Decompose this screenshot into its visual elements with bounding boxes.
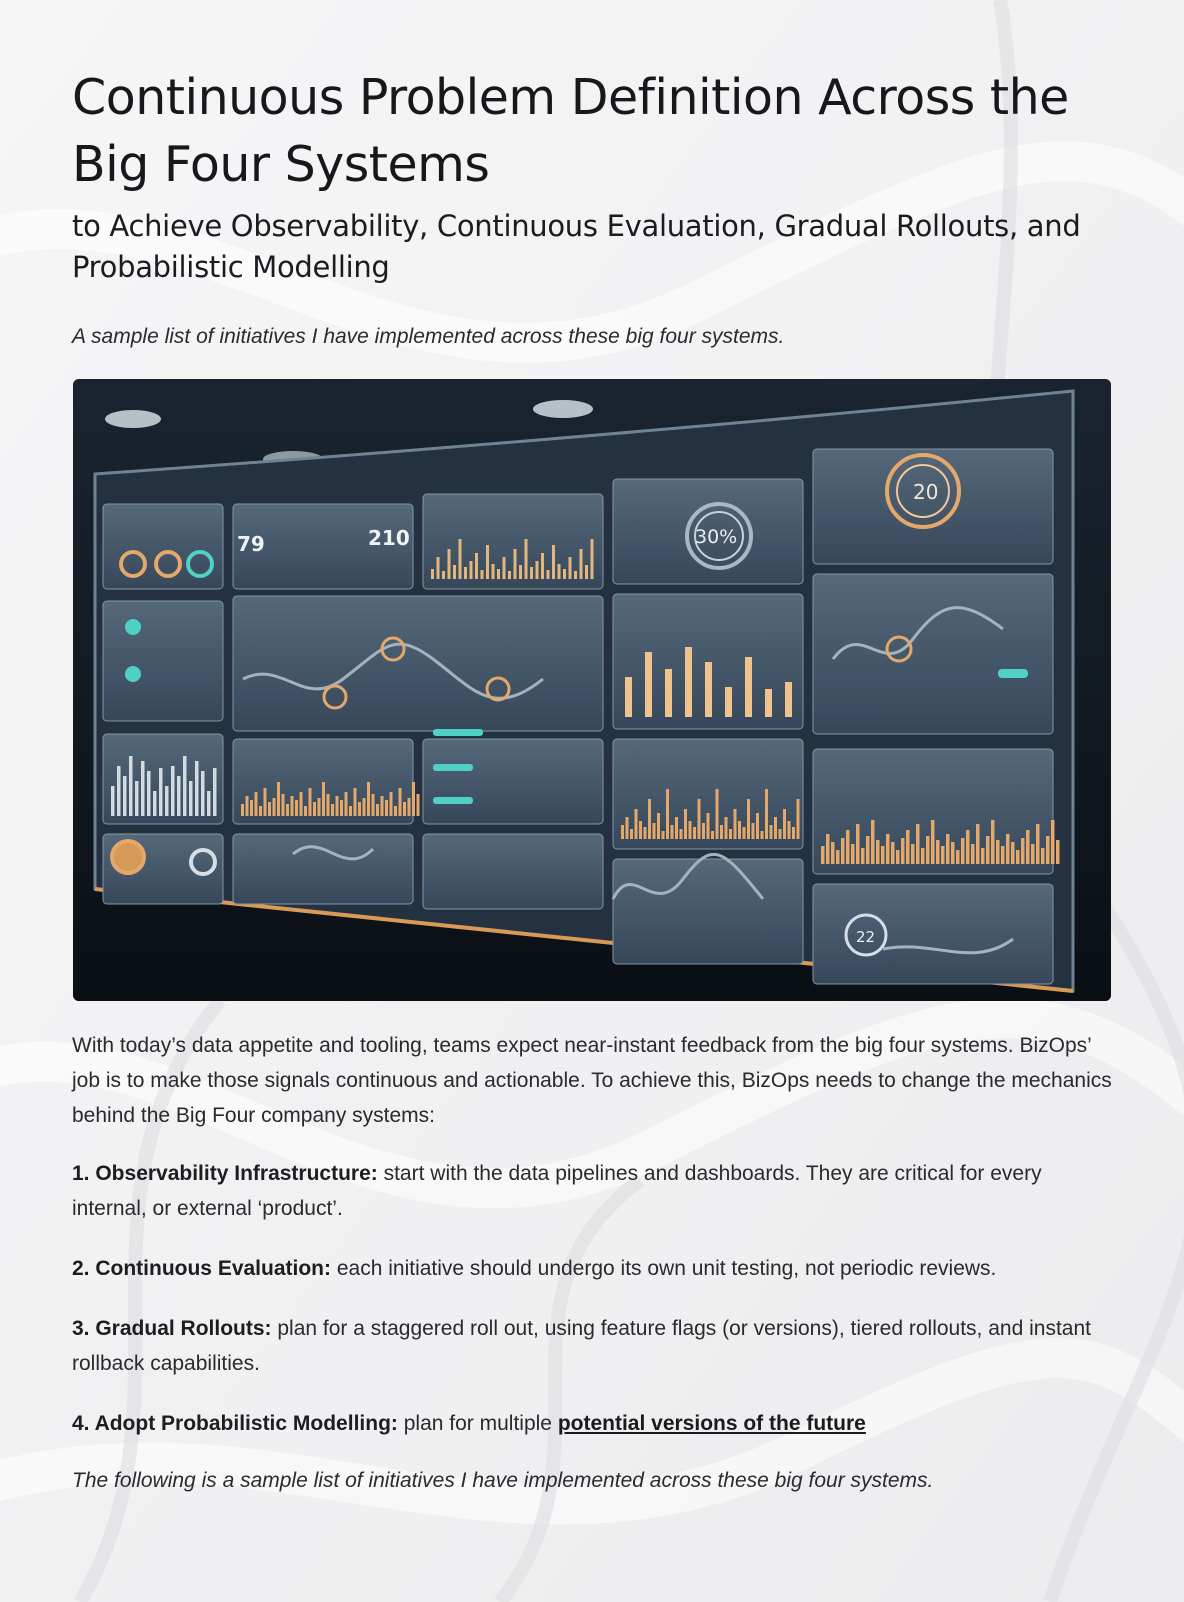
decorative-bar [639,821,642,839]
decorative-bar [951,842,955,864]
decorative-bar [716,789,719,839]
dashboard-panel [613,859,803,964]
decorative-bar [991,820,995,864]
decorative-bar [129,756,133,816]
decorative-bar [558,564,561,579]
list-item [72,1406,1112,1441]
decorative-bar [1031,844,1035,864]
decorative-bar [492,564,495,579]
decorative-bar [626,817,629,839]
decorative-bar [1006,834,1010,864]
decorative-bar [861,848,865,864]
decorative-bar [886,834,890,864]
decorative-bar [183,756,187,816]
decorative-bar [313,802,316,816]
decorative-bar [111,786,115,816]
item-label: 1. Observability Infrastructure: [72,1162,378,1185]
decorative-bar [246,796,249,816]
decorative-bar [591,539,594,579]
list-item [72,1311,1112,1381]
decorative-bar [349,806,352,816]
list-item [72,1251,1112,1286]
decorative-bar [574,571,577,579]
decorative-bar [331,804,334,816]
lead-text: A sample list of initiatives I have implemented across these big four systems. [72,325,785,348]
decorative-bar [1041,848,1045,864]
decorative-bar [1026,830,1030,864]
gauge-value-20: 20 [913,480,939,504]
decorative-bar [841,838,845,864]
gauge-value-30: 30% [695,526,738,548]
decorative-bar [327,794,330,816]
decorative-bar [552,545,555,579]
decorative-bar [304,806,307,816]
decorative-bar [412,782,415,816]
decorative-bar [653,823,656,839]
decorative-bar [876,840,880,864]
decorative-bar [1036,824,1040,864]
item-label: 2. Continuous Evaluation: [72,1257,332,1280]
decorative-bar [846,830,850,864]
decorative-bar [514,549,517,579]
decorative-bar [345,792,348,816]
dashboard-panel [103,734,223,824]
decorative-bar [774,817,777,839]
decorative-bar [385,800,388,816]
decorative-bar [525,539,528,579]
item-label: 3. Gradual Rollouts: [72,1317,272,1340]
decorative-bar [826,834,830,864]
decorative-bar [563,569,566,579]
decorative-bar [1046,836,1050,864]
dashboard-panel [813,884,1053,984]
decorative-bar [961,838,965,864]
decorative-bar [431,569,434,579]
decorative-bar [376,804,379,816]
decorative-bar [470,561,473,579]
decorative-bar [911,844,915,864]
decorative-bar [394,806,397,816]
decorative-bar [705,662,712,717]
decorative-bar [354,788,357,816]
decorative-bar [241,804,244,816]
decorative-bar [195,761,199,816]
decorative-bar [797,799,800,839]
decorative-bar [585,565,588,579]
decorative-bar [635,809,638,839]
decorative-bar [519,565,522,579]
decorative-bar [831,842,835,864]
decorative-bar [725,687,732,717]
decorative-bar [666,789,669,839]
decorative-bar [881,846,885,864]
decorative-bar [165,786,169,816]
decorative-bar [1001,846,1005,864]
decorative-bar [201,771,205,816]
decorative-bar [765,689,772,717]
decorative-bar [689,821,692,839]
decorative-bar [309,788,312,816]
decorative-bar [981,848,985,864]
page-subtitle: to Achieve Observability, Continuous Evaluation, Gradual Rollouts, and Probabilistic Modelling [72,209,1081,284]
decorative-bar [698,799,701,839]
decorative-bar [747,799,750,839]
decorative-bar [707,813,710,839]
decorative-bar [291,796,294,816]
metric-210: 210 [368,526,410,550]
decorative-bar [437,557,440,579]
decorative-bar [866,836,870,864]
decorative-bar [765,789,768,839]
decorative-bar [147,771,151,816]
decorative-bar [1021,838,1025,864]
decorative-bar [956,850,960,864]
decorative-bar [322,782,325,816]
decorative-bar [856,824,860,864]
intro-paragraph: With today’s data appetite and tooling, teams expect near-instant feedback from the big four systems. BizOps’ job is to make those signals continuous and actionable. To achieve this, BizOps needs to change the mechanics behind the Big Four company systems: [72,1034,1112,1127]
decorative-bar [1056,840,1060,864]
dashboard-panel [423,739,603,824]
decorative-bar [213,768,217,816]
future-versions-link[interactable]: potential versions of the future [557,1412,866,1435]
item-label: 4. Adopt Probabilistic Modelling: [72,1412,398,1435]
decorative-bar [207,791,211,816]
decorative-bar [403,802,406,816]
decorative-bar [268,802,271,816]
decorative-bar [318,798,321,816]
decorative-bar [153,791,157,816]
decorative-bar [123,776,127,816]
decorative-bar [684,809,687,839]
metric-79: 79 [237,532,265,556]
decorative-bar [1016,850,1020,864]
decorative-bar [783,809,786,839]
decorative-bar [135,781,139,816]
decorative-bar [530,567,533,579]
decorative-bar [536,561,539,579]
decorative-bar [648,799,651,839]
decorative-bar [300,792,303,816]
decorative-bar [277,782,280,816]
decorative-bar [891,842,895,864]
decorative-bar [159,768,163,816]
decorative-bar [761,831,764,839]
decorative-bar [665,669,672,717]
decorative-bar [836,850,840,864]
decorative-bar [625,677,632,717]
decorative-bar [779,829,782,839]
decorative-bar [851,844,855,864]
decorative-bar [785,682,792,717]
decorative-bar [295,800,298,816]
decorative-bar [788,821,791,839]
gauge-value-22: 22 [856,928,876,946]
decorative-bar [931,820,935,864]
decorative-bar [264,788,267,816]
decorative-bar [657,813,660,839]
decorative-bar [1011,842,1015,864]
decorative-bar [117,766,121,816]
decorative-bar [966,830,970,864]
decorative-bar [630,829,633,839]
decorative-bar [399,788,402,816]
decorative-bar [685,647,692,717]
decorative-bar [497,569,500,579]
dashboard-panel [423,834,603,909]
decorative-bar [255,792,258,816]
decorative-bar [481,570,484,579]
decorative-bar [871,820,875,864]
decorative-bar [453,565,456,579]
decorative-bar [486,545,489,579]
decorative-bar [286,804,289,816]
item-text: plan for a staggered roll out, using feature flags (or versions), tiered rollouts, and instant rollback capabilities. [72,1317,1091,1375]
decorative-bar [569,557,572,579]
decorative-bar [720,825,723,839]
decorative-bar [644,827,647,839]
item-text: each initiative should undergo its own unit testing, not periodic reviews. [331,1257,997,1280]
decorative-bar [986,836,990,864]
decorative-bar [250,800,253,816]
decorative-bar [711,831,714,839]
decorative-bar [475,553,478,579]
decorative-bar [381,796,384,816]
decorative-bar [743,827,746,839]
decorative-bar [671,825,674,839]
dashboard-panel [813,574,1053,734]
decorative-bar [177,776,181,816]
decorative-bar [621,825,624,839]
decorative-bar [792,827,795,839]
item-text: start with the data pipelines and dashboards. They are critical for every internal, or external ‘product’. [72,1162,1042,1220]
dashboard-panel [103,601,223,721]
closing-text: The following is a sample list of initiatives I have implemented across these big four systems. [72,1469,934,1492]
decorative-bar [282,794,285,816]
decorative-bar [675,817,678,839]
decorative-bar [734,809,737,839]
decorative-bar [645,652,652,717]
decorative-bar [996,840,1000,864]
decorative-bar [408,798,411,816]
decorative-bar [971,844,975,864]
decorative-bar [693,827,696,839]
decorative-bar [752,823,755,839]
decorative-bar [336,796,339,816]
decorative-bar [941,846,945,864]
decorative-bar [259,806,262,816]
decorative-bar [141,761,145,816]
decorative-bar [340,800,343,816]
dashboard-panel [233,596,603,731]
decorative-bar [448,549,451,579]
decorative-bar [916,824,920,864]
page-title: Continuous Problem Definition Across the Big Four Systems [72,69,1069,193]
decorative-bar [946,834,950,864]
decorative-bar [702,823,705,839]
decorative-bar [662,831,665,839]
decorative-bar [725,817,728,839]
decorative-bar [936,840,940,864]
decorative-bar [926,836,930,864]
decorative-bar [367,782,370,816]
decorative-bar [821,846,825,864]
decorative-bar [417,794,420,816]
decorative-bar [745,657,752,717]
decorative-bar [1051,820,1055,864]
decorative-bar [541,553,544,579]
dashboard-panel [233,834,413,904]
decorative-bar [896,850,900,864]
decorative-bar [756,813,759,839]
decorative-bar [738,821,741,839]
item-text: plan for multiple [397,1412,558,1435]
decorative-bar [580,549,583,579]
decorative-bar [372,794,375,816]
decorative-bar [273,798,276,816]
decorative-bar [547,570,550,579]
decorative-bar [189,781,193,816]
decorative-bar [901,838,905,864]
decorative-bar [976,824,980,864]
hero-image [73,379,1111,1001]
decorative-bar [503,557,506,579]
decorative-bar [729,829,732,839]
decorative-bar [171,766,175,816]
decorative-bar [680,829,683,839]
decorative-bar [906,830,910,864]
dashboard-illustration-icon [73,379,1111,1001]
decorative-bar [442,571,445,579]
decorative-bar [363,798,366,816]
decorative-bar [358,802,361,816]
list-item [72,1156,1112,1226]
decorative-bar [464,567,467,579]
decorative-bar [459,539,462,579]
decorative-bar [390,792,393,816]
decorative-bar [508,571,511,579]
decorative-bar [921,848,925,864]
decorative-bar [770,825,773,839]
